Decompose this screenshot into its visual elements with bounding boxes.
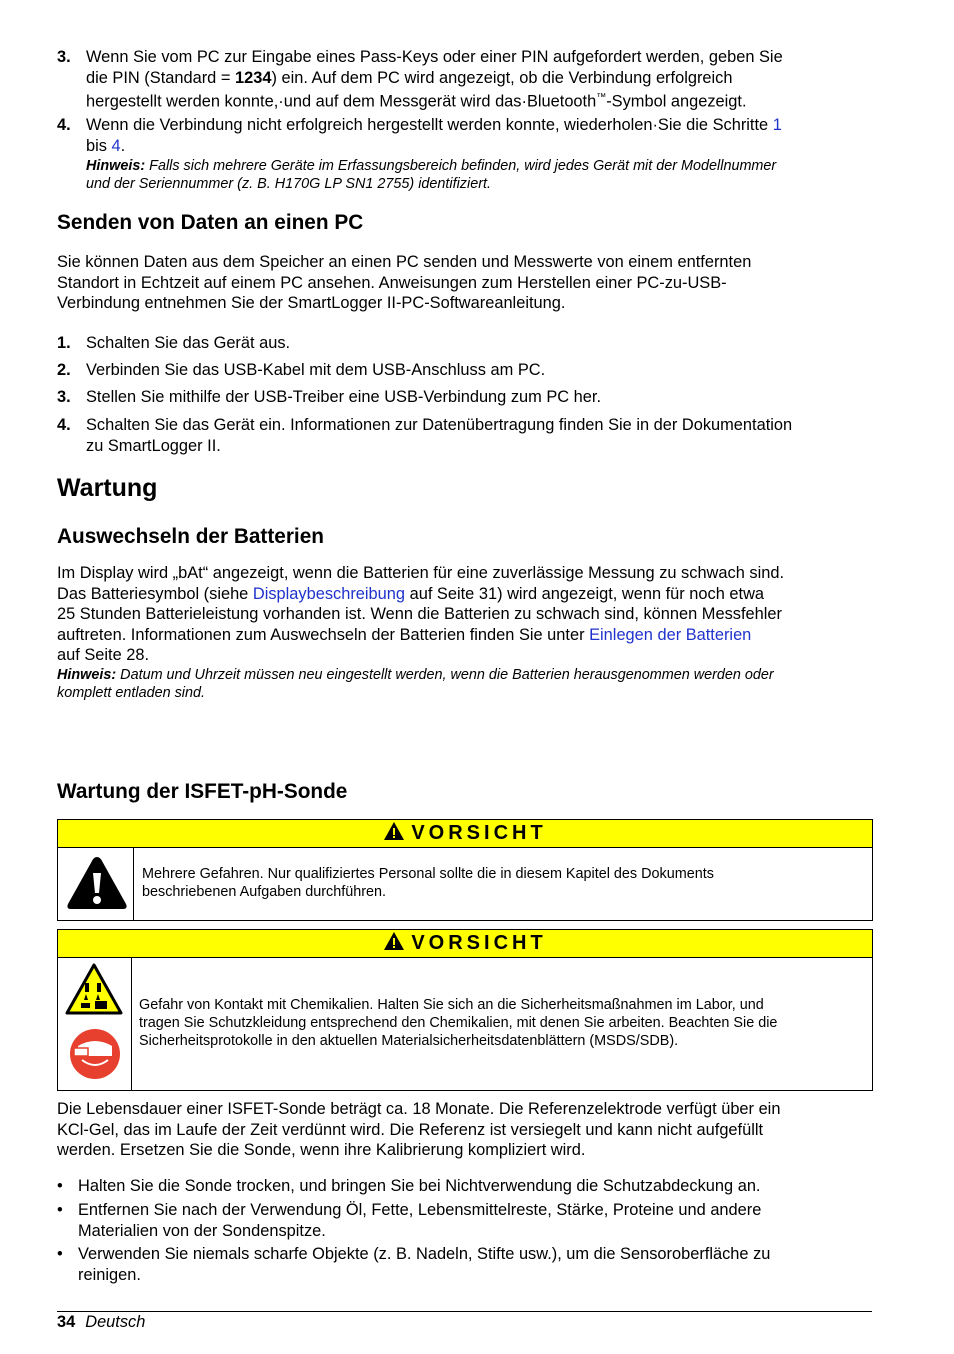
default-pin: 1234 [234,68,272,87]
warning-triangle-icon [383,931,405,959]
page-number: 34 [57,1313,76,1331]
insert-batteries-link[interactable]: Einlegen der Batterien [589,625,752,644]
bullet-line: Materialien von der Sondenspitze. [78,1221,326,1240]
step-number: 2. [57,361,71,379]
caution-box [57,819,873,921]
page-footer [57,1312,145,1333]
caution-line: Sicherheitsprotokolle in den aktuellen Materialsicherheitsdatenblättern (MSDS/SDB). [139,1033,679,1049]
paragraph-line: 25 Stunden Batterieleistung vorhanden ist. Wenn die Batterien zu schwach sind, können Messfehler [57,605,782,623]
step-number: 4. [57,116,71,134]
caution-body [58,958,872,1090]
bullet-icon: • [57,1245,63,1263]
step-text: Verbinden Sie das USB-Kabel mit dem USB-Anschluss am PC. [86,361,546,379]
caution-line: Gefahr von Kontakt mit Chemikalien. Halten Sie sich an die Sicherheitsmaßnahmen im Labor, und [139,997,764,1013]
trademark-sign: ™ [596,92,607,103]
bullet-text: Halten Sie die Sonde trocken, und bringen Sie bei Nichtverwendung die Schutzabdeckung an. [78,1177,761,1195]
step-3-text [86,47,876,112]
caution-line: Mehrere Gefahren. Nur qualifiziertes Personal sollte die in diesem Kapitel des Dokuments [142,866,714,882]
paragraph-line: werden. Ersetzen Sie die Sonde, wenn ihre Kalibrierung kompliziert wird. [57,1141,586,1159]
lifetime-paragraph [57,1099,877,1161]
text-span: die PIN (Standard = [86,68,235,87]
note-text: Falls sich mehrere Geräte im Erfassungsbereich befinden, wird jedes Gerät mit der Modellnummer [145,158,777,174]
paragraph-line: Die Lebensdauer einer ISFET-Sonde beträgt ca. 18 Monate. Die Referenzelektrode verfügt über ein [57,1100,781,1118]
bullet-text [78,1200,868,1241]
bullet-line: Verwenden Sie niemals scharfe Objekte (z. B. Nadeln, Stifte usw.), um die Sensoroberfläche zu [78,1245,771,1263]
step-number: 4. [57,416,71,434]
icon-cell [58,848,134,920]
text-span: . [120,136,126,155]
text-span: auf Seite 31) wird angezeigt, wenn für noch etwa [405,584,765,603]
caution-header [58,820,872,848]
caution-line: tragen Sie Schutzkleidung entsprechend den Chemikalien, mit denen Sie arbeiten. Beachten Sie die [139,1015,778,1031]
step-4-line [86,136,876,157]
bullet-text [78,1244,868,1285]
paragraph-line [57,625,877,646]
note-label: Hinweis: [57,666,117,683]
step-3-line [86,68,876,89]
caution-box [57,929,873,1091]
caution-title: VORSICHT [411,822,547,844]
icon-cell [58,958,132,1090]
caution-line: beschriebenen Aufgaben durchführen. [142,884,387,900]
caution-text [139,996,777,1050]
caution-title: VORSICHT [411,932,547,954]
note-text: komplett entladen sind. [57,684,205,701]
general-warning-icon [66,855,128,917]
paragraph-line: auf Seite 28. [57,646,150,664]
note-label: Hinweis: [86,158,146,174]
step-text: Schalten Sie das Gerät aus. [86,334,291,352]
paragraph-line: Verbindung entnehmen Sie der SmartLogger II-PC-Softwareanleitung. [57,294,566,312]
paragraph-line: Im Display wird „bAt“ angezeigt, wenn die Batterien für eine zuverlässige Messung zu schwach sind. [57,564,784,582]
chapter-heading: Wartung [57,474,158,502]
step-4-line [86,115,876,136]
paragraph-line: Sie können Daten aus dem Speicher an einen PC senden und Messwerte von einem entfernten [57,253,752,271]
chemical-hazard-icon [65,963,123,1021]
paragraph-line: KCl-Gel, das im Laufe der Zeit verdünnt wird. Die Referenz ist versiegelt und kann nicht aufgefüllt [57,1120,764,1139]
bullet-line: reinigen. [78,1265,141,1284]
footer-rule [57,1311,872,1312]
battery-paragraph [57,563,877,702]
note-text: Datum und Uhrzeit müssen neu eingestellt werden, wenn die Batterien herausgenommen werden oder [116,666,774,683]
step-line: zu SmartLogger II. [86,436,221,455]
footer-language: Deutsch [85,1313,146,1331]
text-span: bis [86,136,112,155]
section-heading: Wartung der ISFET-pH-Sonde [57,780,348,803]
face-shield-icon [70,1026,120,1088]
step-text: Stellen Sie mithilfe der USB-Treiber eine USB-Verbindung zum PC her. [86,388,602,406]
text-span: hergestellt werden konnte,·und auf dem Messgerät wird das·Bluetooth [86,92,597,111]
step-number: 3. [57,48,71,66]
step-3-line: Wenn Sie vom PC zur Eingabe eines Pass-Keys oder einer PIN aufgefordert werden, geben Sie [86,48,783,66]
step-number: 1. [57,334,71,352]
section-heading: Auswechseln der Batterien [57,525,324,548]
senden-paragraph [57,252,877,314]
step-line: Schalten Sie das Gerät ein. Informationen zur Datenübertragung finden Sie in der Dokumentation [86,416,793,434]
text-span: Wenn die Verbindung nicht erfolgreich hergestellt werden konnte, wiederholen·Sie die Schritte [86,116,773,134]
step-number: 3. [57,388,71,406]
step-4-link[interactable]: 4 [111,136,121,155]
display-description-link[interactable]: Displaybeschreibung [252,584,406,603]
text-span: auftreten. Informationen zum Auswechseln der Batterien finden Sie unter [57,625,590,644]
caution-header [58,930,872,958]
step-1-link[interactable]: 1 [772,116,782,134]
caution-text [142,865,714,901]
note [57,666,877,702]
step-3-line [86,88,876,112]
bullet-icon: • [57,1177,63,1195]
note [86,157,876,193]
step-text [86,415,876,456]
text-span: Das Batteriesymbol (siehe [57,584,253,603]
section-heading: Senden von Daten an einen PC [57,211,364,234]
bullet-icon: • [57,1201,63,1219]
text-span: -Symbol angezeigt. [606,92,747,111]
warning-triangle-icon [383,821,405,849]
step-4-text [86,115,876,193]
caution-body [58,848,872,920]
paragraph-line [57,584,877,605]
paragraph-line: Standort in Echtzeit auf einem PC ansehen. Anweisungen zum Herstellen einer PC-zu-USB- [57,273,727,292]
bullet-line: Entfernen Sie nach der Verwendung Öl, Fette, Lebensmittelreste, Stärke, Proteine und andere [78,1201,762,1219]
text-span: ) ein. Auf dem PC wird angezeigt, ob die Verbindung erfolgreich [271,68,733,87]
note-text: und der Seriennummer (z. B. H170G LP SN1 2755) identifiziert. [86,176,491,192]
